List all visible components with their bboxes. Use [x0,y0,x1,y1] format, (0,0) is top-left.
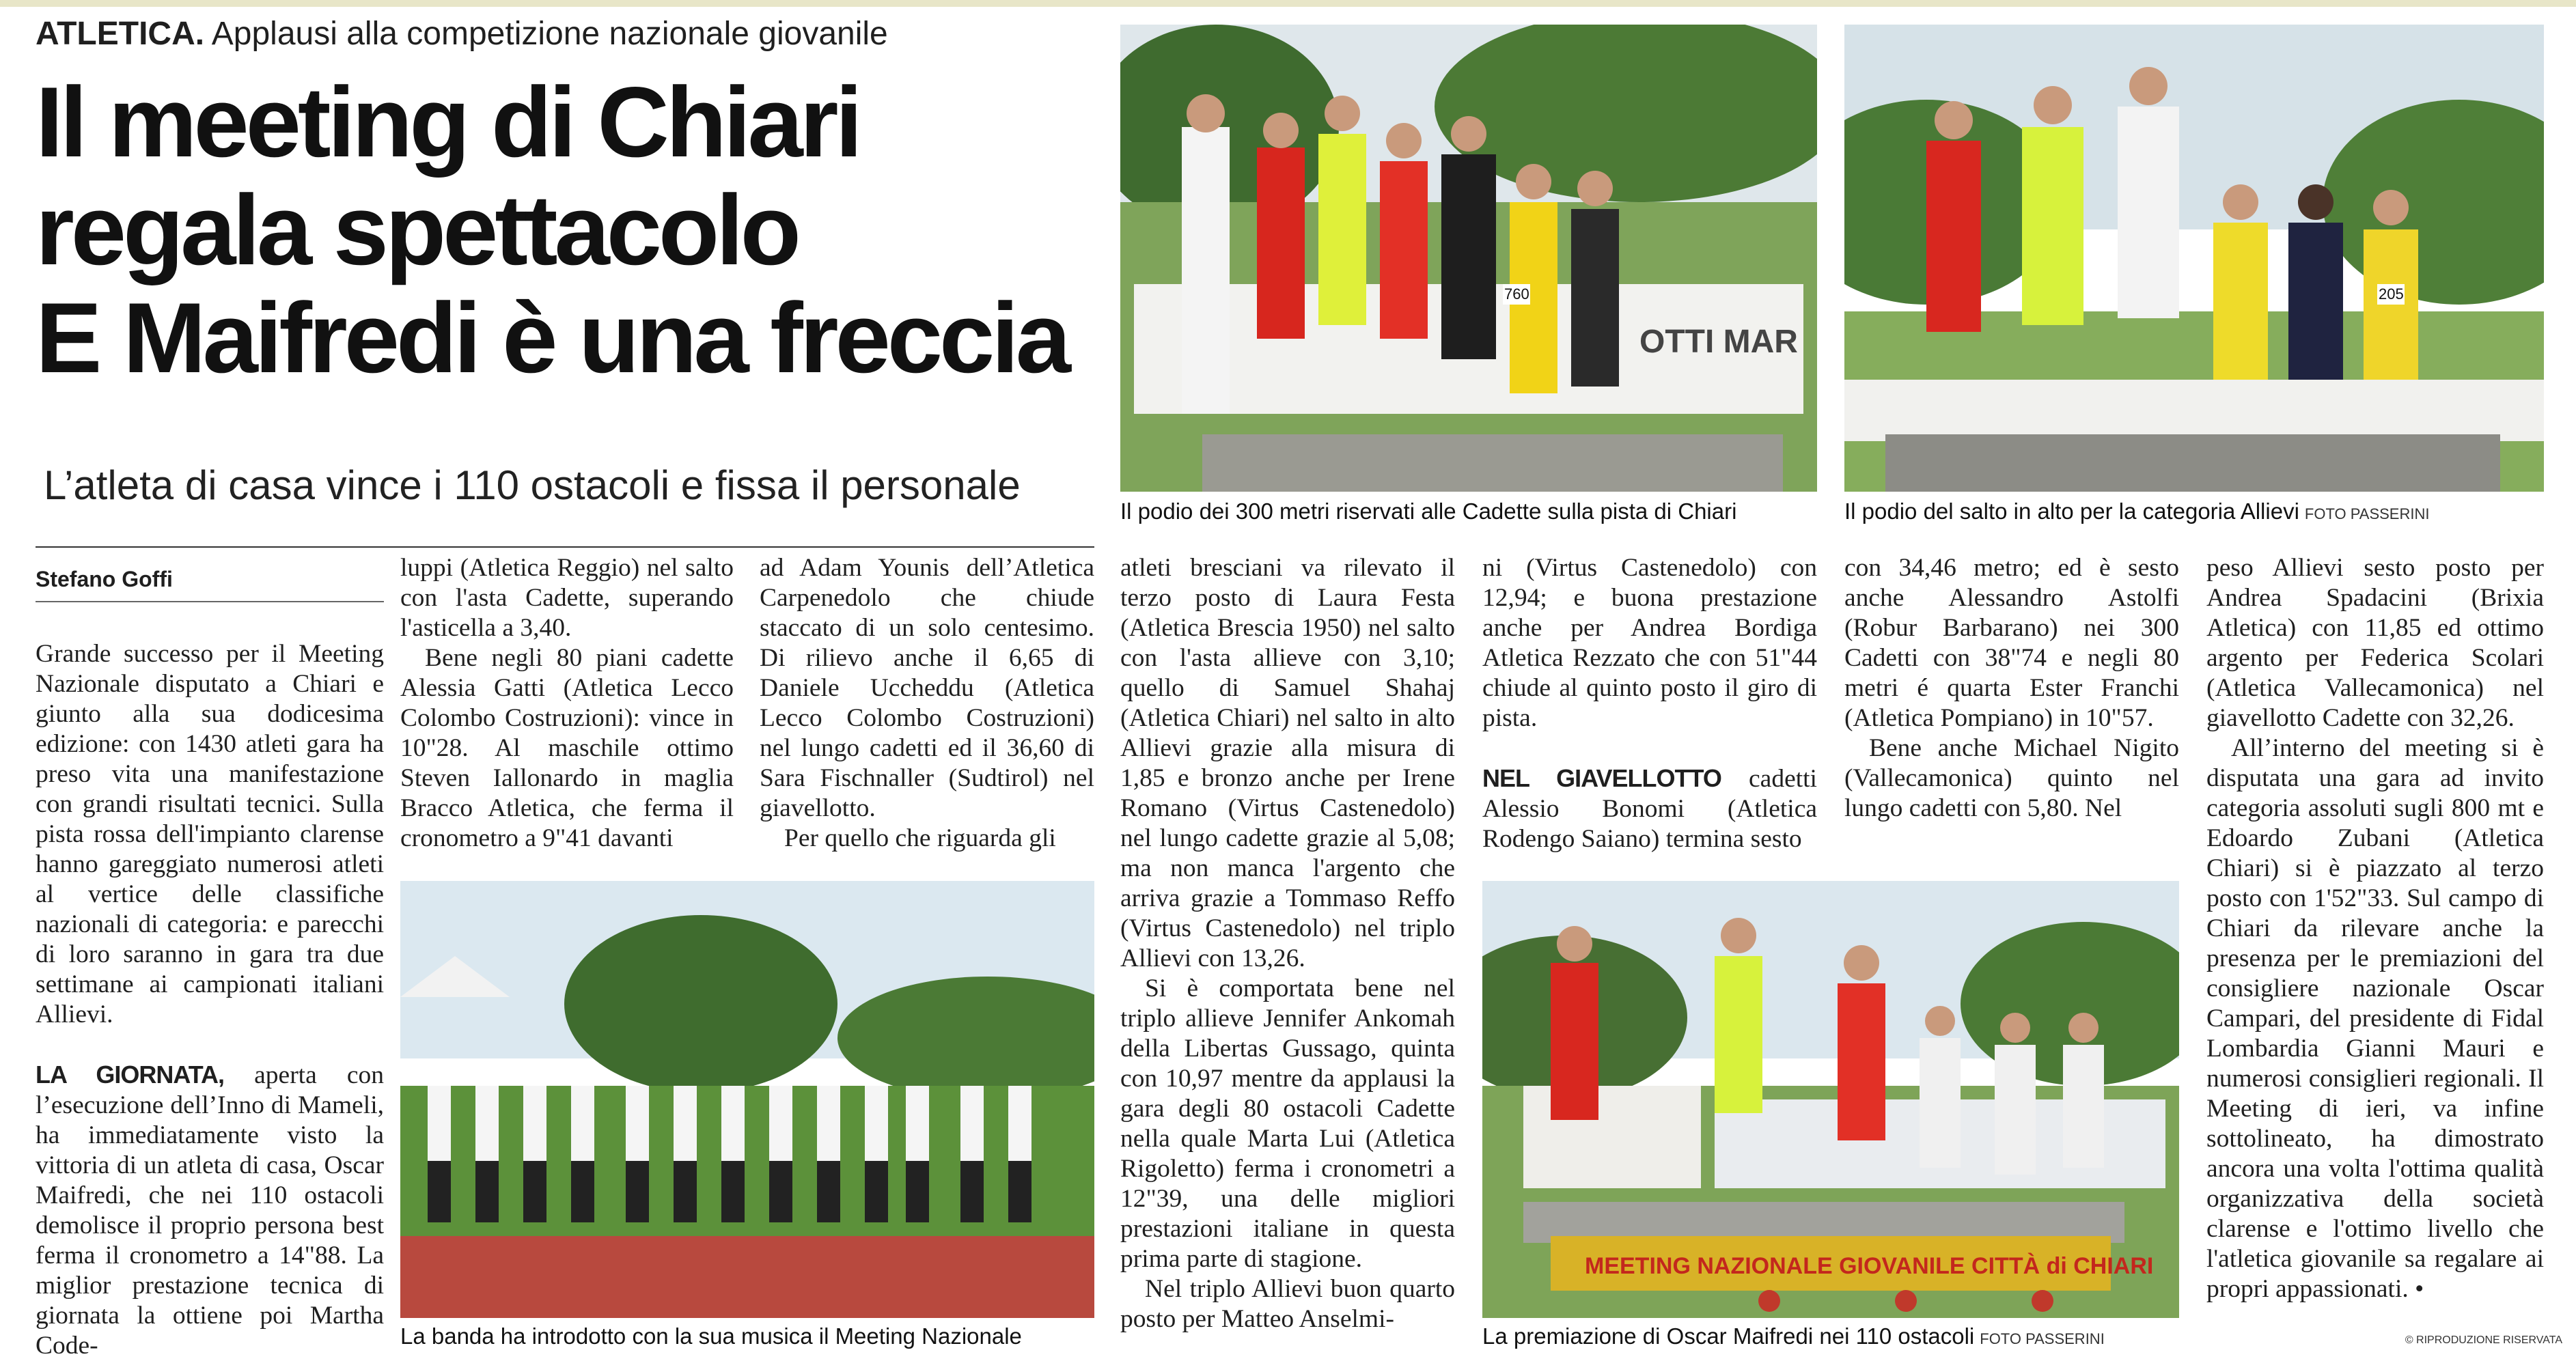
lead-in: NEL GIAVELLOTTO [1482,764,1721,792]
paragraph: ad Adam Younis dell’Atletica Carpenedolo che chiude staccato di un solo centesimo. Di rilievo anche il 6,65 di Daniele Uccheddu (Atletica Lecco Colombo Costruzioni) nel lungo cadetti ed il 36,60 di Sara Fischnaller (Sudtirol) nel giavellotto. [760,554,1094,822]
photo-podium-110m-hurdles [1482,881,2179,1318]
article-column-5 [1482,553,1817,854]
photo-illustration [1120,25,1817,492]
photo-caption-1 [1120,499,1736,524]
paragraph: Bene anche Michael Nigito (Vallecamonica) quinto nel lungo cadetti con 5,80. Nel [1844,734,2179,822]
event-banner-text: MEETING NAZIONALE GIOVANILE CITTÀ di CHIARI [1585,1253,2154,1279]
photo-podium-300m-cadette [1120,25,1817,492]
photo-illustration [1482,881,2179,1318]
lead-in: LA GIORNATA, [36,1061,225,1089]
photo-credit: FOTO PASSERINI [1980,1330,2105,1347]
caption-text: La premiazione di Oscar Maifredi nei 110 ostacoli [1482,1323,1975,1349]
headline-line-3: E Maifredi è una freccia [36,282,1068,393]
copyright-notice: © RIPRODUZIONE RISERVATA [2405,1334,2562,1346]
paragraph: All’interno del meeting si è disputata una gara ad invito categoria assoluti sugli 800 mt e Edoardo Zubani (Atletica Chiari) si è piazzato al terzo posto con 1'52"33. Sul campo di Chiari da rilevare anche la presenza per le premiazioni del consigliere nazionale Oscar Campari, del presidente di Fidal Lombardia Gianni Mauri e numerosi consiglieri regionali. Il Meeting di ieri, va infine sottolineato, ha dimostrato ancora una volta l'ottima qualità organizzativa della società clarense e l'ottimo livello che l'atletica giovanile sa regalare ai propri appassionati. • [2206,734,2544,1303]
byline-divider [36,601,384,602]
photo-credit: FOTO PASSERINI [2304,505,2430,522]
top-accent-bar [0,0,2576,7]
article-column-3 [760,553,1094,854]
article-column-6 [1844,553,2179,824]
headline-line-2: regala spettacolo [36,174,798,285]
paragraph [1482,763,1817,854]
subheadline: L’atleta di casa vince i 110 ostacoli e fissa il personale [44,462,1021,508]
paragraph: Grande successo per il Meeting Nazionale disputato a Chiari e giunto alla sua dodicesima edizione: con 1430 atleti gara ha preso vita una manifestazione con grandi risultati tecnici. Sulla pista rossa dell'impianto clarense hanno gareggiato numerosi atleti al vertice delle classifiche nazionali di categoria: e parecchi di loro saranno in gara tra due settimane ai campionati italiani Allievi. [36,640,384,1028]
bib-number: 760 [1504,285,1529,303]
paragraph: Nel triplo Allievi buon quarto posto per Matteo Anselmi- [1120,1275,1455,1333]
paragraph: con 34,46 metro; ed è sesto anche Alessandro Astolfi (Robur Barbarano) nei 300 Cadetti con 38"74 e negli 80 metri é quarta Ester Franchi (Atletica Pompiano) in 10"57. [1844,554,2179,732]
kicker-section: ATLETICA. [36,16,205,52]
paragraph: ni (Virtus Castenedolo) con 12,94; e buona prestazione anche per Andrea Bordiga Atletica Rezzato che con 51"44 chiude al quinto posto il giro di pista. [1482,554,1817,732]
headline-line-1: Il meeting di Chiari [36,66,860,178]
headline [36,68,1068,392]
paragraph-text: cadetti Alessio Bonomi (Atletica Rodengo Saiano) termina sesto [1482,765,1817,853]
bib-number: 205 [2379,285,2404,303]
paragraph: luppi (Atletica Reggio) nel salto con l'asta Cadette, superando l'asticella a 3,40. [400,554,734,642]
photo-podium-high-jump-allievi [1844,25,2544,492]
caption-text: Il podio del salto in alto per la categoria Allievi [1844,499,2299,524]
caption-text: Il podio dei 300 metri riservati alle Cadette sulla pista di Chiari [1120,499,1737,524]
paragraph: Si è comportata bene nel triplo allieve Jennifer Ankomah della Libertas Gussago, quinta con 10,97 mentre da applausi la gara degli 80 ostacoli Cadette nella quale Marta Lui (Atletica Rigoletto) ferma i cronometri a 12"39, una delle migliori prestazioni italiane in questa prima parte di stagione. [1120,974,1455,1273]
photo-caption-2 [1844,499,2429,524]
article-column-2 [400,553,734,854]
divider [36,546,1094,548]
kicker-text: Applausi alla competizione nazionale giovanile [211,16,888,52]
article-column-7 [2206,553,2544,1304]
photo-caption-3 [400,1323,1022,1349]
byline: Stefano Goffi [36,567,173,591]
paragraph-text: aperta con l’esecuzione dell’Inno di Mameli, ha immediatamente visto la vittoria di un atleta di casa, Oscar Maifredi, che nei 110 ostacoli demolisce il proprio persona best ferma il cronometro a 14"88. La miglior prestazione tecnica di giornata la ottiene poi Martha Code- [36,1061,384,1360]
paragraph: Bene negli 80 piani cadette Alessia Gatti (Atletica Lecco Colombo Costruzioni): vince in 10"28. Al maschile ottimo Steven Iallonardo in maglia Bracco Atletica, che ferma il cronometro a 9"41 davanti [400,644,734,852]
photo-band [400,881,1094,1318]
article-column-1 [36,639,384,1361]
photo-illustration [400,881,1094,1318]
paragraph [36,1060,384,1361]
photo-illustration [1844,25,2544,492]
caption-text: La banda ha introdotto con la sua musica il Meeting Nazionale [400,1323,1022,1349]
kicker [36,15,888,53]
photo-caption-4 [1482,1323,2105,1349]
sponsor-banner-text: OTTI MAR [1639,324,1798,360]
article-column-4 [1120,553,1455,1334]
paragraph: Per quello che riguarda gli [784,824,1056,852]
paragraph: peso Allievi sesto posto per Andrea Spadacini (Brixia Atletica) con 11,85 ed ottimo argento per Federica Scolari (Atletica Vallecamonica) nel giavellotto Cadette con 32,26. [2206,554,2544,732]
paragraph: atleti bresciani va rilevato il terzo posto di Laura Festa (Atletica Brescia 1950) nel salto con l'asta allieve con 3,10; quello di Samuel Shahaj (Atletica Chiari) nel salto in alto Allievi grazie alla misura di 1,85 e bronzo anche per Irene Romano (Virtus Castenedolo) nel lungo cadette grazie al 5,08; ma non manca l'argento che arriva grazie a Tommaso Reffo (Virtus Castenedolo) nel triplo Allievi con 13,26. [1120,554,1455,972]
